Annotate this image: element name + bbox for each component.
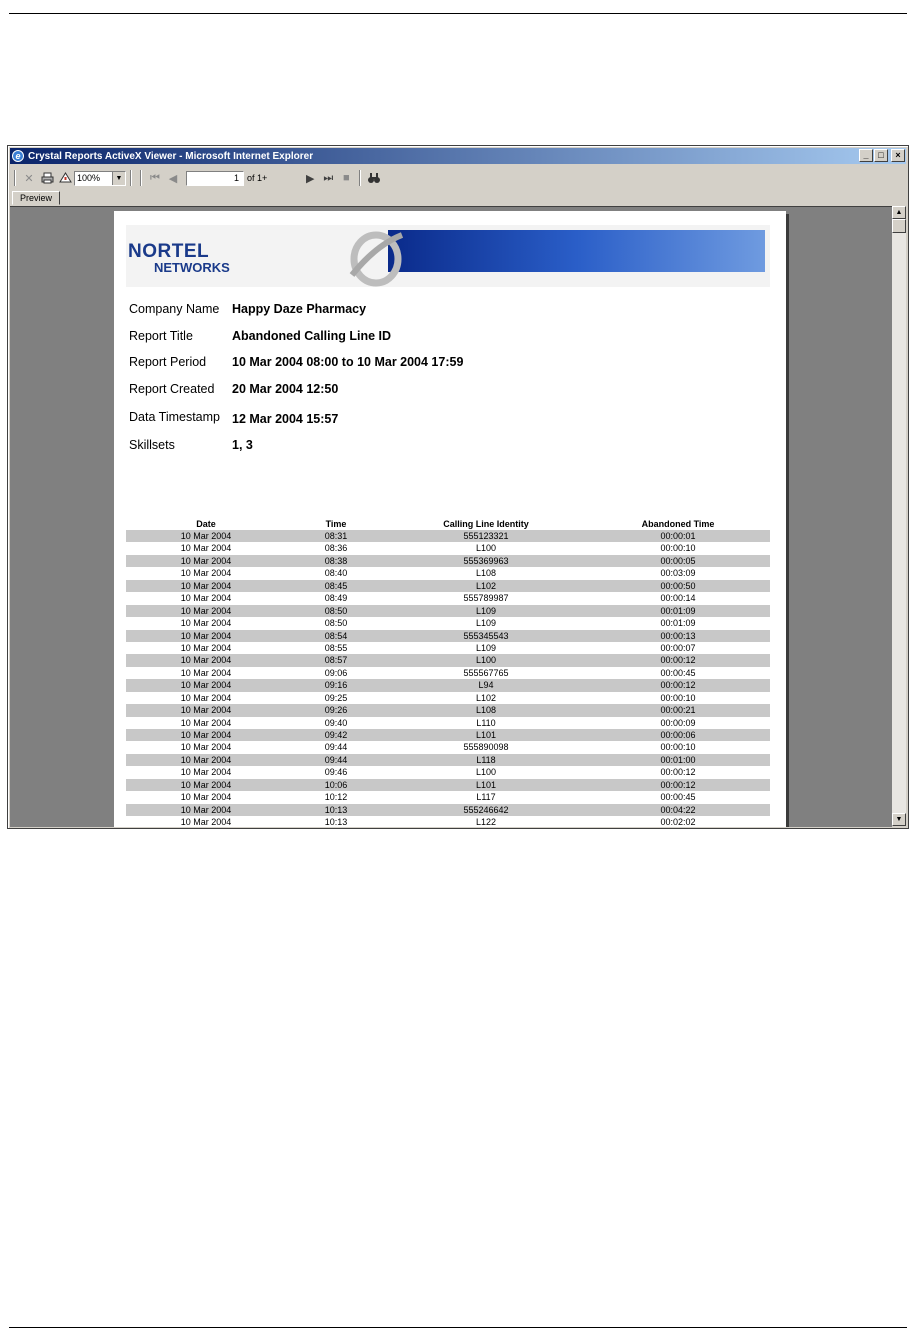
cell-date: 10 Mar 2004	[180, 680, 232, 691]
cell-calling-line-identity: L100	[475, 543, 497, 554]
cell-date: 10 Mar 2004	[180, 754, 232, 765]
cell-abandoned-time: 00:02:02	[660, 817, 696, 827]
skillsets-label: Skillsets	[129, 438, 175, 452]
cell-abandoned-time: 00:00:50	[660, 580, 696, 591]
cell-calling-line-identity: 555369963	[463, 555, 509, 566]
cell-date: 10 Mar 2004	[180, 742, 232, 753]
table-row	[126, 642, 770, 654]
table-row	[126, 717, 770, 729]
zoom-select[interactable]	[74, 171, 126, 186]
cell-time: 09:16	[324, 680, 348, 691]
cell-date: 10 Mar 2004	[180, 692, 232, 703]
cell-abandoned-time: 00:00:14	[660, 593, 696, 604]
cell-date: 10 Mar 2004	[180, 804, 232, 815]
cell-abandoned-time: 00:00:12	[660, 680, 696, 691]
report-title-value: Abandoned Calling Line ID	[232, 329, 392, 343]
report-created-value: 20 Mar 2004 12:50	[232, 382, 339, 396]
table-row	[126, 704, 770, 716]
table-header	[126, 518, 770, 530]
table-row	[126, 766, 770, 778]
cell-calling-line-identity: L108	[475, 568, 497, 579]
cell-calling-line-identity: L101	[475, 730, 497, 740]
cell-abandoned-time: 00:00:21	[660, 705, 696, 716]
table-row	[126, 567, 770, 579]
cell-time: 08:36	[324, 543, 348, 554]
cell-time: 08:40	[324, 568, 348, 579]
cell-abandoned-time: 00:00:10	[660, 543, 696, 554]
report-period-value: 10 Mar 2004 08:00 to 10 Mar 2004 17:59	[232, 355, 464, 369]
cell-calling-line-identity: L118	[476, 754, 496, 765]
cell-date: 10 Mar 2004	[180, 730, 232, 740]
globe-icon	[346, 227, 406, 287]
cell-date: 10 Mar 2004	[180, 779, 232, 790]
table-row	[126, 630, 770, 642]
cell-date: 10 Mar 2004	[180, 531, 232, 541]
report-created-label: Report Created	[129, 382, 215, 396]
close-button[interactable]: ×	[891, 149, 905, 162]
cell-calling-line-identity: L94	[478, 680, 494, 691]
cell-time: 08:31	[324, 531, 348, 541]
cell-calling-line-identity: 555123321	[463, 531, 509, 541]
cell-abandoned-time: 00:00:12	[660, 767, 696, 778]
cell-date: 10 Mar 2004	[180, 543, 232, 554]
table-row	[126, 679, 770, 691]
page-bottom-rule	[9, 1327, 907, 1328]
cell-time: 10:06	[324, 779, 348, 790]
cell-time: 10:12	[324, 792, 348, 803]
cell-abandoned-time: 00:04:22	[660, 804, 696, 815]
cell-date: 10 Mar 2004	[180, 655, 232, 666]
cell-calling-line-identity: L108	[475, 705, 497, 716]
cell-date: 10 Mar 2004	[180, 717, 232, 728]
cell-time: 09:25	[324, 692, 348, 703]
abandoned-calls-table	[126, 518, 770, 827]
cell-time: 08:50	[324, 605, 348, 616]
cell-time: 08:49	[324, 593, 348, 604]
cell-date: 10 Mar 2004	[180, 767, 232, 778]
cell-abandoned-time: 00:00:13	[660, 630, 696, 641]
cell-time: 10:13	[324, 804, 348, 815]
cell-time: 09:42	[324, 730, 348, 740]
cell-date: 10 Mar 2004	[180, 817, 232, 827]
cell-calling-line-identity: 555567765	[463, 667, 509, 678]
cell-time: 09:40	[324, 717, 348, 728]
first-page-icon[interactable]: ⏮	[150, 171, 160, 184]
cell-calling-line-identity: 555890098	[463, 742, 509, 753]
report-page	[114, 211, 786, 827]
table-row	[126, 617, 770, 629]
cell-calling-line-identity: L117	[476, 792, 496, 803]
cell-time: 09:46	[324, 767, 348, 778]
cell-calling-line-identity: L102	[475, 692, 497, 703]
table-row	[126, 816, 770, 827]
viewer-tabs	[12, 191, 60, 205]
cell-calling-line-identity: L102	[475, 580, 497, 591]
cell-abandoned-time: 00:00:07	[660, 642, 696, 653]
cell-date: 10 Mar 2004	[180, 568, 232, 579]
cell-time: 08:55	[324, 642, 348, 653]
browser-window	[7, 145, 909, 829]
cell-calling-line-identity: L109	[475, 618, 497, 629]
cell-abandoned-time: 00:01:09	[660, 618, 696, 629]
table-row	[126, 530, 770, 542]
table-row	[126, 592, 770, 604]
table-body	[126, 530, 770, 827]
cell-calling-line-identity: L110	[476, 717, 496, 728]
last-page-icon[interactable]: ⏭	[323, 171, 334, 184]
report-period-label: Report Period	[129, 355, 207, 369]
data-timestamp-label: Data Timestamp	[129, 410, 221, 424]
cell-abandoned-time: 00:00:05	[660, 555, 696, 566]
cell-abandoned-time: 00:03:09	[660, 568, 696, 579]
cell-calling-line-identity: L109	[475, 605, 497, 616]
cell-abandoned-time: 00:00:12	[660, 779, 696, 790]
skillsets-value: 1, 3	[232, 438, 253, 452]
cell-date: 10 Mar 2004	[180, 642, 232, 653]
table-row	[126, 542, 770, 554]
data-timestamp-value: 12 Mar 2004 15:57	[232, 412, 339, 426]
vertical-scrollbar[interactable]	[892, 206, 906, 826]
nortel-logo	[128, 242, 230, 274]
company-name-label: Company Name	[129, 302, 220, 316]
viewer-toolbar	[10, 167, 906, 189]
table-row	[126, 555, 770, 567]
scroll-thumb[interactable]	[892, 219, 906, 233]
cell-time: 08:38	[324, 555, 348, 566]
cell-abandoned-time: 00:01:00	[660, 754, 696, 765]
minimize-button[interactable]: _	[859, 149, 873, 162]
scroll-down-icon[interactable]: ▼	[892, 813, 906, 826]
report-viewport	[10, 206, 892, 827]
cell-time: 08:45	[324, 580, 348, 591]
cell-time: 08:54	[324, 630, 348, 641]
company-name-value: Happy Daze Pharmacy	[232, 302, 367, 316]
cell-calling-line-identity: L100	[475, 655, 497, 666]
table-row	[126, 580, 770, 592]
tab-preview[interactable]: Preview	[12, 191, 60, 205]
table-row	[126, 605, 770, 617]
title-bar[interactable]	[10, 148, 906, 164]
page-number-input[interactable]: 1	[186, 171, 244, 186]
page-count: of 1+	[247, 173, 268, 183]
cell-calling-line-identity: L122	[475, 817, 497, 827]
internet-explorer-icon: e	[12, 150, 24, 162]
cell-abandoned-time: 00:00:01	[660, 531, 696, 541]
table-row	[126, 804, 770, 816]
table-row	[126, 779, 770, 791]
cell-abandoned-time: 00:00:45	[660, 792, 696, 803]
column-header-date: Date	[196, 519, 216, 529]
export-icon[interactable]	[57, 170, 73, 186]
cell-calling-line-identity: L101	[475, 779, 497, 790]
previous-page-icon[interactable]: ◀	[168, 172, 178, 185]
table-row	[126, 741, 770, 753]
chevron-down-icon[interactable]: ▼	[112, 172, 125, 185]
cell-time: 09:44	[324, 742, 348, 753]
cell-time: 09:06	[324, 667, 348, 678]
cell-abandoned-time: 00:00:09	[660, 717, 696, 728]
table-row	[126, 754, 770, 766]
table-row	[126, 667, 770, 679]
cell-calling-line-identity: 555246642	[463, 804, 509, 815]
logo-line-1: NORTEL	[128, 241, 210, 262]
logo-line-2: NETWORKS	[154, 260, 230, 275]
window-title: Crystal Reports ActiveX Viewer - Microsoft Internet Explorer	[28, 150, 314, 162]
cell-date: 10 Mar 2004	[180, 618, 232, 629]
cell-calling-line-identity: 555345543	[463, 630, 509, 641]
maximize-button[interactable]: □	[874, 149, 888, 162]
cell-abandoned-time: 00:00:10	[660, 692, 696, 703]
cell-date: 10 Mar 2004	[180, 555, 232, 566]
banner-blue-bar	[388, 230, 765, 272]
table-row	[126, 791, 770, 803]
table-row	[126, 729, 770, 741]
zoom-value: 100%	[77, 173, 101, 183]
cell-abandoned-time: 00:00:06	[660, 730, 696, 740]
cell-time: 08:57	[324, 655, 348, 666]
cell-calling-line-identity: L109	[475, 642, 497, 653]
column-header-time: Time	[325, 519, 347, 529]
cell-date: 10 Mar 2004	[180, 705, 232, 716]
toolbar-separator	[359, 170, 361, 186]
search-icon[interactable]	[366, 170, 382, 186]
table-row	[126, 654, 770, 666]
cell-abandoned-time: 00:01:09	[660, 605, 696, 616]
cell-date: 10 Mar 2004	[180, 580, 232, 591]
column-header-abandoned-time: Abandoned Time	[641, 519, 715, 529]
cell-time: 10:13	[324, 817, 348, 827]
cell-date: 10 Mar 2004	[180, 792, 232, 803]
next-page-icon[interactable]: ▶	[306, 172, 315, 185]
cell-abandoned-time: 00:00:45	[660, 667, 696, 678]
report-banner	[126, 225, 770, 287]
toolbar-separator	[14, 170, 16, 186]
cell-calling-line-identity: 555789987	[463, 593, 509, 604]
cell-date: 10 Mar 2004	[180, 605, 232, 616]
report-title-label: Report Title	[129, 329, 193, 343]
cell-date: 10 Mar 2004	[180, 630, 232, 641]
cell-date: 10 Mar 2004	[180, 667, 232, 678]
cell-abandoned-time: 00:00:10	[660, 742, 696, 753]
column-header-calling-line-identity: Calling Line Identity	[443, 519, 529, 529]
cell-time: 09:44	[324, 754, 348, 765]
cell-time: 09:26	[324, 705, 348, 716]
stop-icon[interactable]: ■	[342, 172, 350, 184]
cell-calling-line-identity: L100	[475, 767, 497, 778]
page-top-rule	[9, 13, 907, 14]
toolbar-separator	[130, 170, 132, 186]
toolbar-separator	[140, 170, 142, 186]
cell-date: 10 Mar 2004	[180, 593, 232, 604]
scroll-up-icon[interactable]: ▲	[892, 206, 906, 219]
print-icon[interactable]	[39, 170, 55, 186]
cell-abandoned-time: 00:00:12	[660, 655, 696, 666]
table-row	[126, 692, 770, 704]
cell-time: 08:50	[324, 618, 348, 629]
close-report-icon[interactable]: ✕	[24, 172, 34, 185]
